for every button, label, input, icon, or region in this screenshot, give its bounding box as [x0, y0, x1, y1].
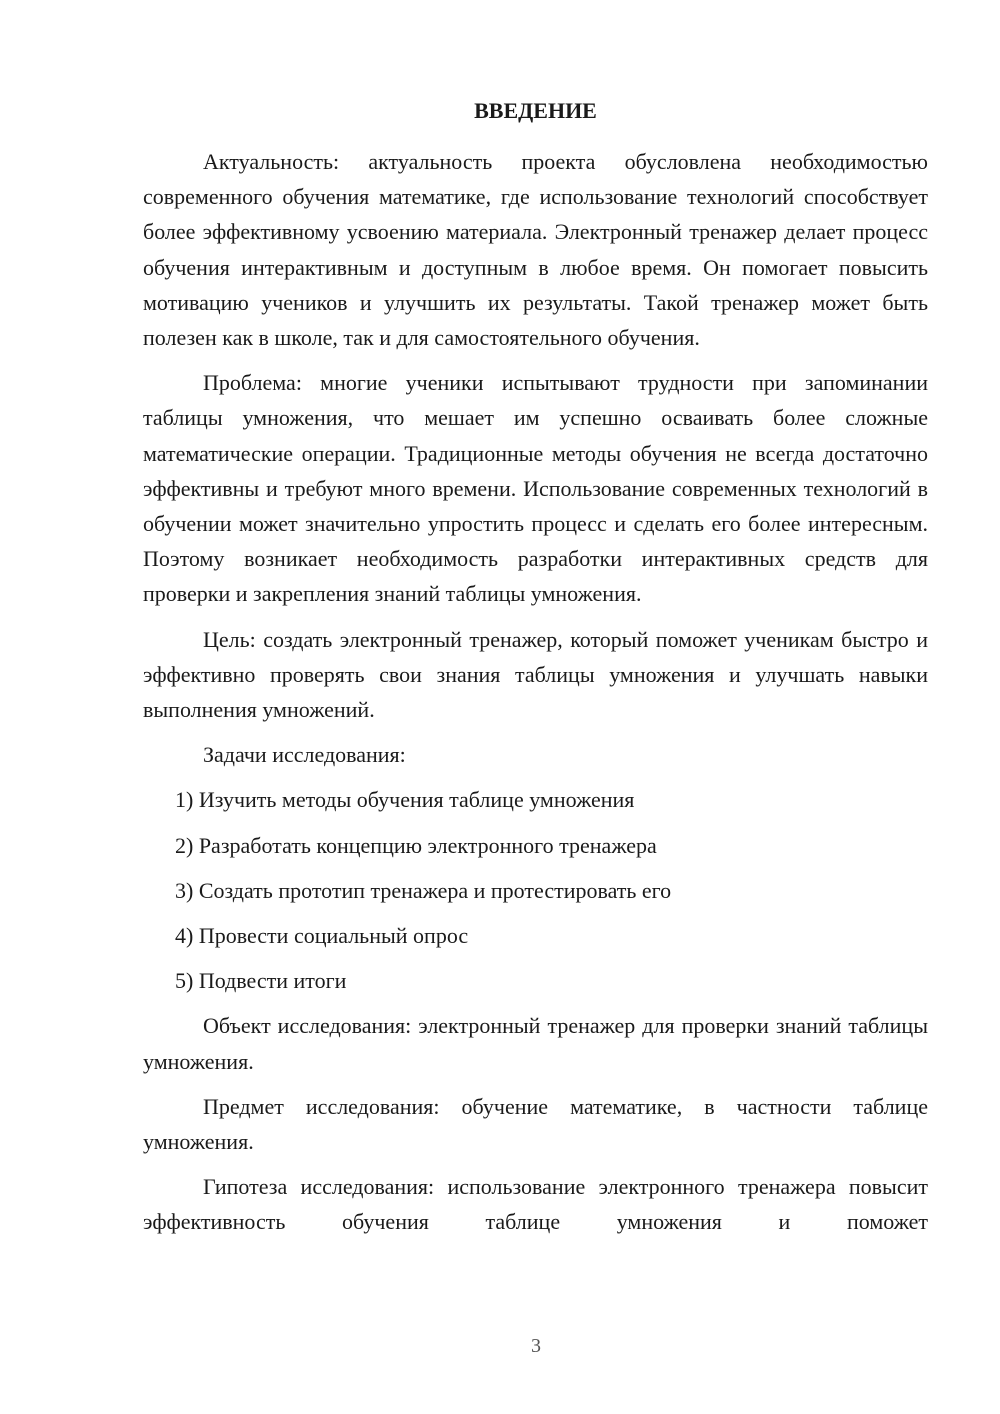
task-item: 5) Подвести итоги	[175, 968, 347, 994]
tasks-heading: Задачи исследования:	[203, 742, 406, 768]
goal-paragraph: Цель: создать электронный тренажер, который поможет ученикам быстро и эффективно проверять свои знания таблицы умножения и улучшать навыки выполнения умножений.	[143, 626, 928, 723]
subject-paragraph: Предмет исследования: обучение математике, в частности таблице умножения.	[143, 1093, 928, 1155]
page-number: 3	[531, 1335, 541, 1357]
page-title: ВВЕДЕНИЕ	[474, 98, 597, 123]
hypothesis-paragraph: Гипотеза исследования: использование электронного тренажера повысит эффективность обучения таблице умножения и поможет	[143, 1174, 928, 1235]
relevance-paragraph: Актуальность: актуальность проекта обусловлена необходимостью современного обучения математике, где использование технологий способствует более эффективному усвоению материала. Электронный тренажер делает процесс обучения интерактивным и доступным в любое время. Он помогает повысить мотивацию учеников и улучшить их результаты. Такой тренажер может быть полезен как в школе, так и для самостоятельного обучения.	[143, 149, 928, 351]
task-item: 3) Создать прототип тренажера и протестировать его	[175, 877, 672, 903]
page-content	[143, 96, 928, 1250]
problem-paragraph: Проблема: многие ученики испытывают трудности при запоминании таблицы умножения, что мешает им успешно осваивать более сложные математические операции. Традиционные методы обучения не всегда достаточно эффективны и требуют много времени. Использование современных технологий в обучении может значительно упростить процесс и сделать его более интересным. Поэтому возникает необходимость разработки интерактивных средств для проверки и закрепления знаний таблицы умножения.	[143, 370, 928, 607]
object-paragraph: Объект исследования: электронный тренажер для проверки знаний таблицы умножения.	[143, 1013, 928, 1074]
task-item: 2) Разработать концепцию электронного тренажера	[175, 832, 657, 858]
task-item: 4) Провести социальный опрос	[175, 923, 469, 949]
task-item: 1) Изучить методы обучения таблице умножения	[175, 787, 635, 813]
